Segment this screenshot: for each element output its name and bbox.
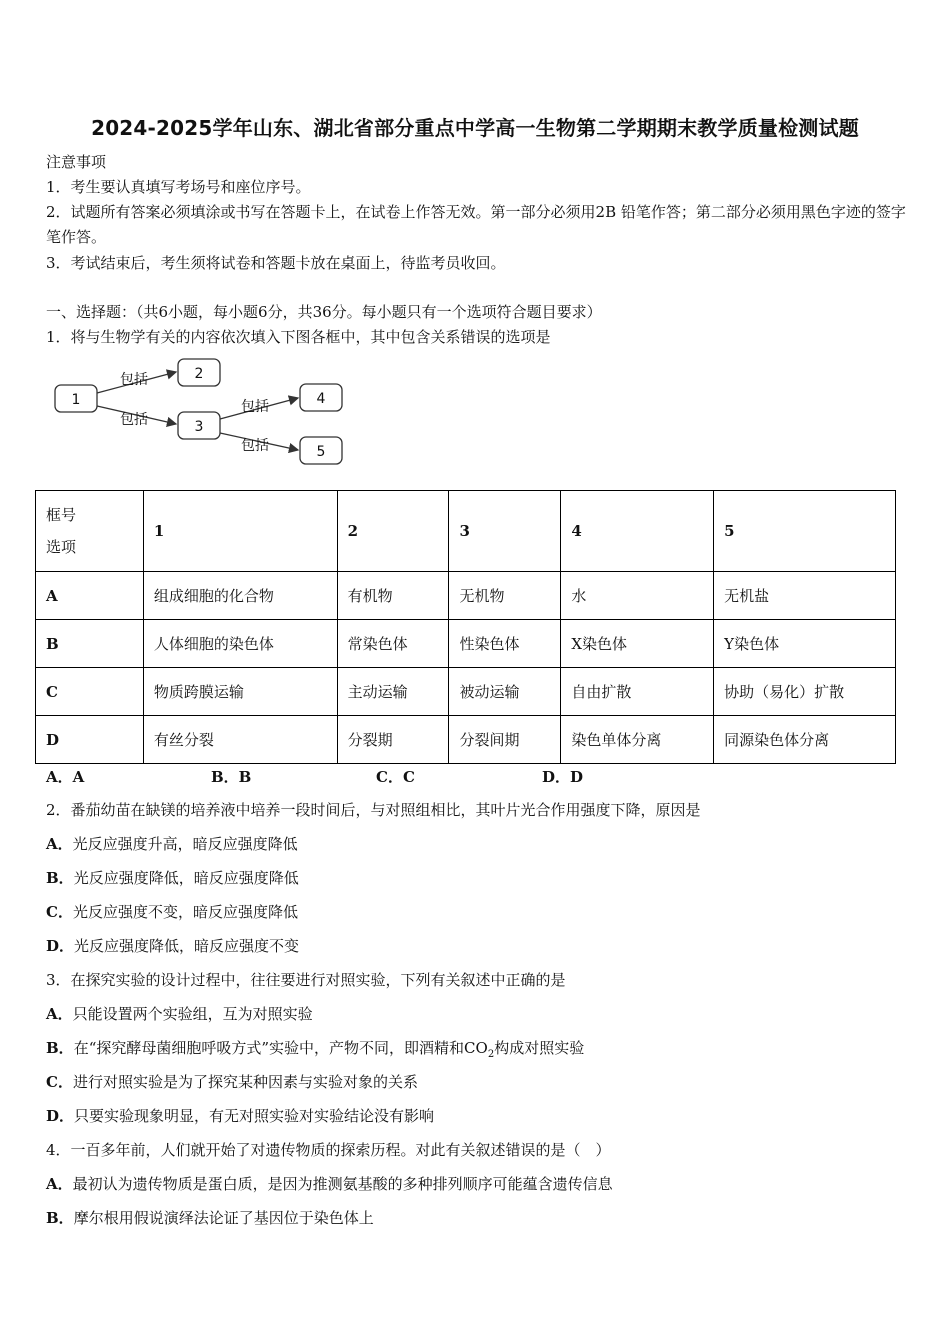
- q3-option-c[interactable]: [46, 1072, 418, 1092]
- q3-option-a[interactable]: [46, 1004, 313, 1024]
- q1-options-table: [35, 490, 896, 764]
- diagram-node-2: 2: [194, 366, 204, 382]
- table-row: [36, 620, 896, 668]
- exam-title: 2024-2025学年山东、湖北省部分重点中学高一生物第二学期期末教学质量检测试题: [91, 116, 859, 140]
- q2-option-a[interactable]: [46, 834, 298, 854]
- table-header-cell: 3: [449, 491, 561, 572]
- table-cell: 分裂间期: [449, 716, 561, 764]
- diagram-label-1: 包括: [120, 372, 148, 388]
- option-label: C．: [46, 903, 73, 921]
- option-text: 最初认为遗传物质是蛋白质，是因为推测氨基酸的多种排列顺序可能蕴含遗传信息: [72, 1175, 613, 1193]
- option-text: 在“探究酵母菌细胞呼吸方式”实验中，产物不同，即酒精和CO: [73, 1039, 488, 1057]
- section-heading: 一、选择题：（共6小题，每小题6分，共36分。每小题只有一个选项符合题目要求）: [46, 303, 602, 321]
- q3-stem: 3．在探究实验的设计过程中，往往要进行对照实验，下列有关叙述中正确的是: [46, 971, 566, 989]
- option-label: B．: [46, 869, 74, 887]
- q4-stem: 4．一百多年前，人们就开始了对遗传物质的探索历程。对此有关叙述错误的是（ ）: [46, 1141, 611, 1159]
- table-cell: 主动运输: [337, 668, 449, 716]
- diagram-node-4: 4: [316, 391, 326, 407]
- option-text: 光反应强度升高，暗反应强度降低: [72, 835, 298, 853]
- subscript: 2: [487, 1049, 495, 1060]
- notice-item-2: 2．试题所有答案必须填涂或书写在答题卡上，在试卷上作答无效。第一部分必须用2B 铅笔作答；第二部分必须用黑色字迹的签字笔作答。: [46, 203, 906, 246]
- table-corner-cell: [36, 491, 144, 572]
- diagram-label-3: 包括: [241, 399, 269, 415]
- corner-bottom-label: 选项: [46, 538, 77, 556]
- table-cell: 水: [561, 572, 714, 620]
- q1-choice-d[interactable]: D．D: [542, 768, 584, 786]
- q1-choice-a[interactable]: A．A: [46, 768, 85, 786]
- table-cell: X染色体: [561, 620, 714, 668]
- corner-top-label: 框号: [46, 506, 77, 524]
- row-label: A: [36, 572, 144, 620]
- q2-option-b[interactable]: [46, 868, 299, 888]
- table-header-cell: 4: [561, 491, 714, 572]
- diagram-label-2: 包括: [120, 412, 148, 428]
- option-text: 光反应强度降低，暗反应强度降低: [73, 869, 299, 887]
- table-cell: 物质跨膜运输: [143, 668, 337, 716]
- q1-choice-c[interactable]: C．C: [376, 768, 415, 786]
- diagram-node-3: 3: [194, 419, 204, 435]
- option-text: 只能设置两个实验组，互为对照实验: [72, 1005, 313, 1023]
- q2-stem: 2．番茄幼苗在缺镁的培养液中培养一段时间后，与对照组相比，其叶片光合作用强度下降，原因是: [46, 801, 701, 819]
- q4-option-b[interactable]: [46, 1208, 374, 1228]
- option-text: 进行对照实验是为了探究某种因素与实验对象的关系: [72, 1073, 418, 1091]
- option-label: C．: [46, 1073, 73, 1091]
- table-cell: 有丝分裂: [143, 716, 337, 764]
- table-cell: 人体细胞的染色体: [143, 620, 337, 668]
- option-label: A．: [46, 1005, 73, 1023]
- option-text: 只要实验现象明显，有无对照实验对实验结论没有影响: [74, 1107, 435, 1125]
- option-label: D．: [46, 1107, 75, 1125]
- table-row: [36, 716, 896, 764]
- table-header-cell: 1: [143, 491, 337, 572]
- row-label: C: [36, 668, 144, 716]
- option-label: A．: [46, 835, 73, 853]
- table-cell: 组成细胞的化合物: [143, 572, 337, 620]
- table-header-cell: 2: [337, 491, 449, 572]
- option-text: 摩尔根用假说演绎法论证了基因位于染色体上: [73, 1209, 374, 1227]
- option-label: B．: [46, 1209, 74, 1227]
- diagram-node-1: 1: [71, 392, 81, 408]
- q2-option-c[interactable]: [46, 902, 298, 922]
- option-label: D．: [46, 937, 75, 955]
- option-text: 构成对照实验: [494, 1039, 585, 1057]
- q3-option-b[interactable]: [46, 1038, 584, 1065]
- table-cell: 自由扩散: [561, 668, 714, 716]
- table-cell: 同源染色体分离: [714, 716, 896, 764]
- table-cell: 性染色体: [449, 620, 561, 668]
- table-header-cell: 5: [714, 491, 896, 572]
- table-cell: 无机物: [449, 572, 561, 620]
- row-label: B: [36, 620, 144, 668]
- table-row: [36, 572, 896, 620]
- table-header-row: [36, 491, 896, 572]
- notice-item-3: 3．考试结束后，考生须将试卷和答题卡放在桌面上，待监考员收回。: [46, 254, 506, 272]
- inclusion-diagram: [50, 356, 350, 471]
- option-label: B．: [46, 1039, 74, 1057]
- notice-item-1: 1．考生要认真填写考场号和座位序号。: [46, 178, 311, 196]
- table-row: [36, 668, 896, 716]
- diagram-label-4: 包括: [241, 438, 269, 454]
- row-label: D: [36, 716, 144, 764]
- table-cell: Y染色体: [714, 620, 896, 668]
- table-cell: 染色单体分离: [561, 716, 714, 764]
- option-label: A．: [46, 1175, 73, 1193]
- diagram-node-5: 5: [316, 444, 326, 460]
- table-cell: 协助（易化）扩散: [714, 668, 896, 716]
- q3-option-d[interactable]: [46, 1106, 434, 1126]
- table-cell: 分裂期: [337, 716, 449, 764]
- q4-option-a[interactable]: [46, 1174, 613, 1194]
- notice-heading: 注意事项: [46, 153, 107, 171]
- table-cell: 有机物: [337, 572, 449, 620]
- q1-stem: 1．将与生物学有关的内容依次填入下图各框中，其中包含关系错误的选项是: [46, 328, 551, 346]
- table-cell: 无机盐: [714, 572, 896, 620]
- option-text: 光反应强度降低，暗反应强度不变: [74, 937, 300, 955]
- table-cell: 被动运输: [449, 668, 561, 716]
- q2-option-d[interactable]: [46, 936, 299, 956]
- table-cell: 常染色体: [337, 620, 449, 668]
- q1-choice-b[interactable]: B．B: [211, 768, 252, 786]
- option-text: 光反应强度不变，暗反应强度降低: [72, 903, 298, 921]
